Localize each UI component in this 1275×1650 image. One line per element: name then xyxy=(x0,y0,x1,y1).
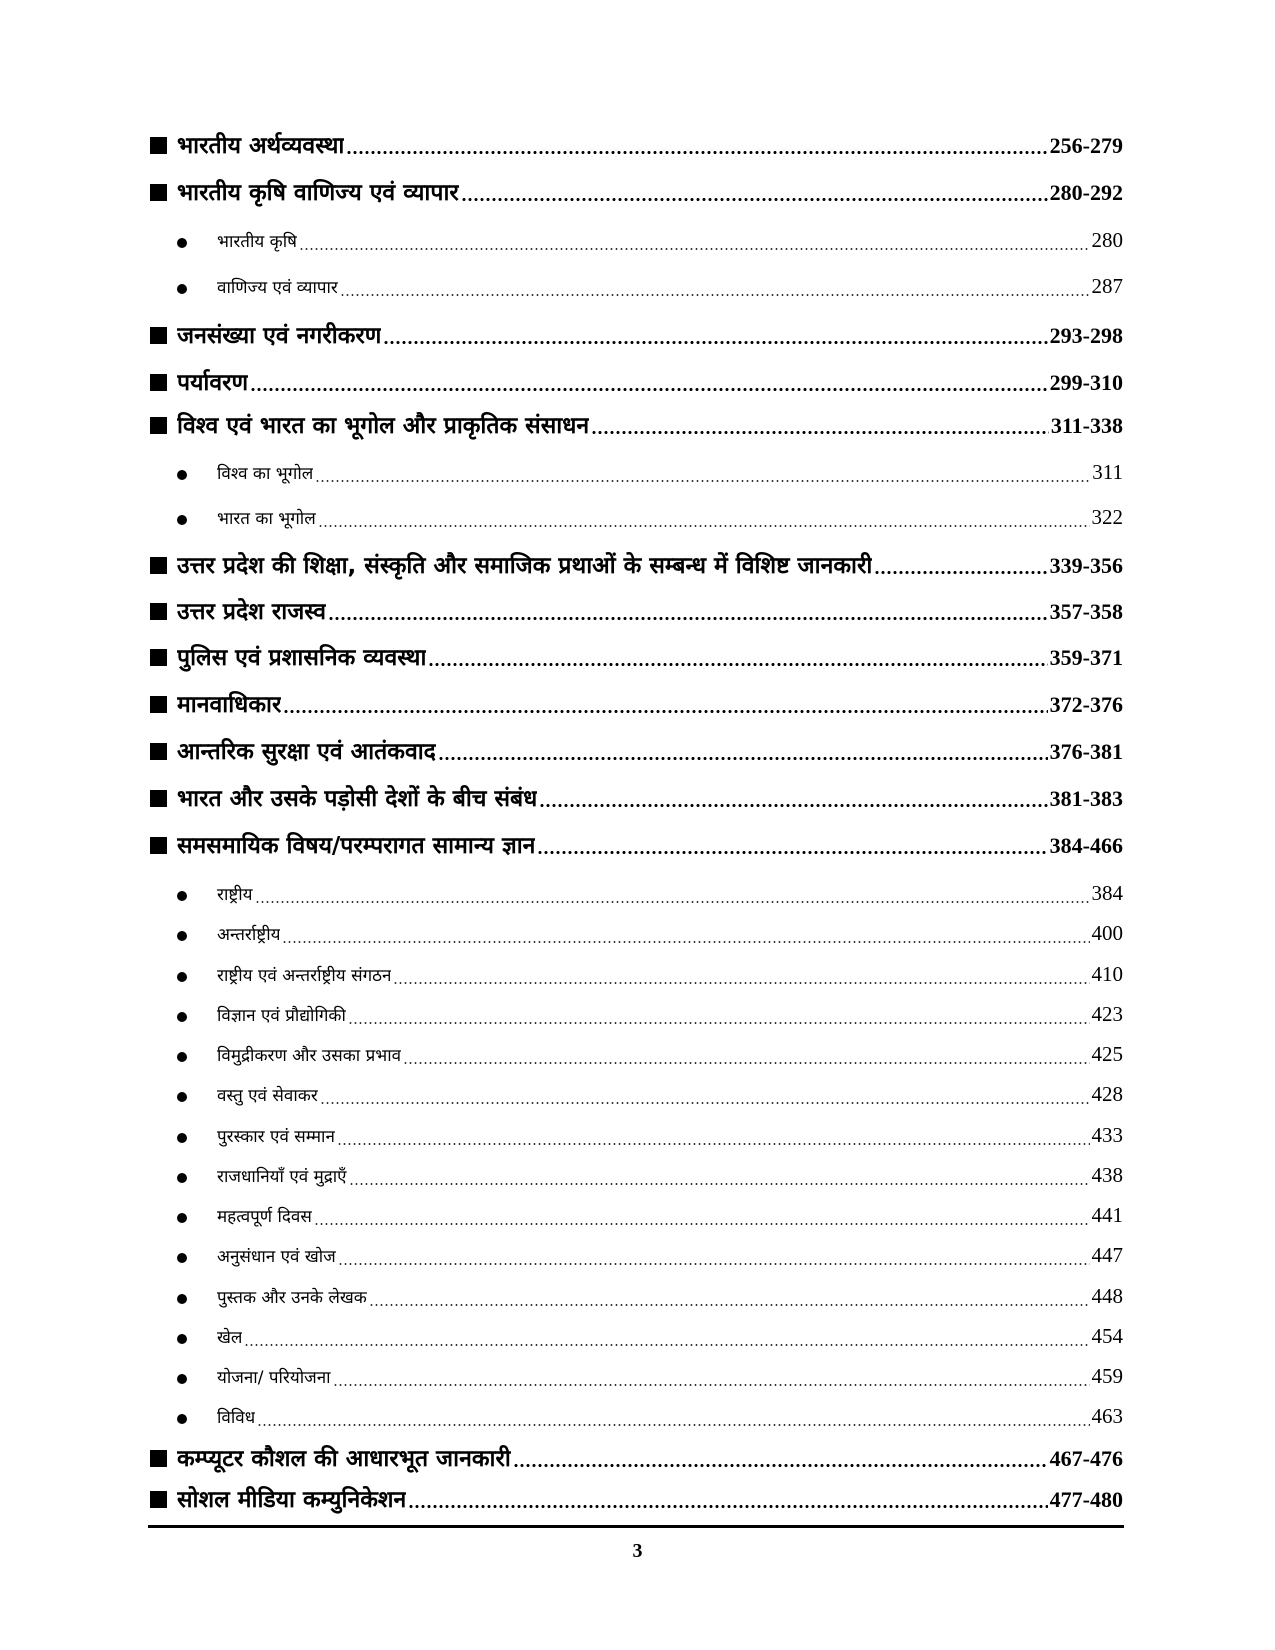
round-bullet-icon xyxy=(177,470,187,480)
round-bullet-icon xyxy=(177,931,187,941)
square-bullet-icon xyxy=(150,649,167,666)
toc-entry-pages: 467-476 xyxy=(1049,1446,1123,1471)
toc-entry-pages: 459 xyxy=(1091,1364,1123,1388)
toc-entry-pages: 372-376 xyxy=(1049,692,1123,717)
square-bullet-icon xyxy=(150,696,167,713)
toc-entry-pages: 477-480 xyxy=(1049,1487,1123,1512)
dot-leader xyxy=(348,1002,1090,1032)
toc-entry-title: विमुद्रीकरण और उसका प्रभाव xyxy=(217,1046,402,1066)
toc-subtopic-entry[interactable] xyxy=(150,274,1123,304)
dot-leader xyxy=(333,1364,1090,1394)
toc-entry-title: भारत का भूगोल xyxy=(217,509,316,529)
toc-subtopic-entry[interactable] xyxy=(150,1284,1123,1314)
toc-subtopic-entry[interactable] xyxy=(150,921,1123,951)
round-bullet-icon xyxy=(177,1213,187,1223)
toc-chapter-entry[interactable] xyxy=(150,175,1123,209)
dot-leader xyxy=(591,408,1049,442)
square-bullet-icon xyxy=(150,790,167,807)
toc-entry-pages: 311 xyxy=(1092,460,1123,484)
square-bullet-icon xyxy=(150,557,167,574)
dot-leader xyxy=(250,365,1047,399)
toc-entry-title: भारतीय अर्थव्यवस्था xyxy=(177,133,345,159)
square-bullet-icon xyxy=(150,417,167,434)
toc-entry-title: समसमायिक विषय/परम्परागत सामान्य ज्ञान xyxy=(177,833,536,859)
toc-entry-title: भारतीय कृषि वाणिज्य एवं व्यापार xyxy=(177,180,459,206)
toc-entry-pages: 448 xyxy=(1091,1284,1123,1308)
toc-chapter-entry[interactable] xyxy=(150,365,1123,399)
round-bullet-icon xyxy=(177,1374,187,1384)
toc-chapter-entry[interactable] xyxy=(150,1482,1123,1516)
toc-entry-title: पुरस्कार एवं सम्मान xyxy=(217,1127,335,1147)
round-bullet-icon xyxy=(177,1334,187,1344)
toc-subtopic-entry[interactable] xyxy=(150,1324,1123,1354)
toc-entry-title: विश्व का भूगोल xyxy=(217,464,314,484)
dot-leader xyxy=(349,1163,1090,1193)
toc-entry-pages: 425 xyxy=(1091,1042,1123,1066)
toc-subtopic-entry[interactable] xyxy=(150,962,1123,992)
round-bullet-icon xyxy=(177,1092,187,1102)
toc-chapter-entry[interactable] xyxy=(150,1441,1123,1475)
toc-entry-title: भारत और उसके पड़ोसी देशों के बीच संबंध xyxy=(177,786,538,812)
dot-leader xyxy=(346,128,1047,162)
toc-entry-pages: 454 xyxy=(1091,1324,1123,1348)
square-bullet-icon xyxy=(150,743,167,760)
dot-leader xyxy=(438,734,1048,768)
toc-entry-title: पुस्तक और उनके लेखक xyxy=(217,1288,367,1308)
toc-entry-title: महत्वपूर्ण दिवस xyxy=(217,1207,312,1227)
toc-entry-pages: 384-466 xyxy=(1049,833,1123,858)
dot-leader xyxy=(874,548,1047,582)
toc-entry-pages: 381-383 xyxy=(1049,786,1123,811)
toc-entry-pages: 256-279 xyxy=(1049,133,1123,158)
dot-leader xyxy=(403,1042,1089,1072)
round-bullet-icon xyxy=(177,891,187,901)
toc-entry-pages: 287 xyxy=(1091,274,1123,298)
dot-leader xyxy=(369,1284,1090,1314)
toc-chapter-entry[interactable] xyxy=(150,640,1123,674)
dot-leader xyxy=(244,1324,1089,1354)
toc-entry-pages: 293-298 xyxy=(1049,323,1123,348)
toc-chapter-entry[interactable] xyxy=(150,408,1123,442)
page-number: 3 xyxy=(632,1540,643,1562)
toc-subtopic-entry[interactable] xyxy=(150,1042,1123,1072)
toc-subtopic-entry[interactable] xyxy=(150,1163,1123,1193)
toc-entry-pages: 438 xyxy=(1091,1163,1123,1187)
dot-leader xyxy=(537,828,1047,862)
toc-entry-pages: 280 xyxy=(1091,228,1123,252)
dot-leader xyxy=(340,274,1090,304)
toc-chapter-entry[interactable] xyxy=(150,548,1123,582)
dot-leader xyxy=(428,640,1047,674)
dot-leader xyxy=(257,1404,1089,1434)
footer-rule xyxy=(148,1525,1124,1528)
toc-chapter-entry[interactable] xyxy=(150,318,1123,352)
round-bullet-icon xyxy=(177,1294,187,1304)
toc-entry-title: राष्ट्रीय xyxy=(217,885,253,905)
table-of-contents xyxy=(150,0,1123,1650)
dot-leader xyxy=(328,594,1048,628)
round-bullet-icon xyxy=(177,515,187,525)
square-bullet-icon xyxy=(150,1491,167,1508)
toc-entry-title: मानवाधिकार xyxy=(177,692,282,718)
toc-entry-pages: 299-310 xyxy=(1049,370,1123,395)
toc-entry-title: राष्ट्रीय एवं अन्तर्राष्ट्रीय संगठन xyxy=(217,966,392,986)
toc-subtopic-entry[interactable] xyxy=(150,460,1123,490)
dot-leader xyxy=(299,228,1090,258)
dot-leader xyxy=(408,1482,1047,1516)
dot-leader xyxy=(461,175,1048,209)
toc-subtopic-entry[interactable] xyxy=(150,1364,1123,1394)
round-bullet-icon xyxy=(177,1173,187,1183)
square-bullet-icon xyxy=(150,184,167,201)
toc-entry-title: अन्तर्राष्ट्रीय xyxy=(217,925,281,945)
toc-entry-pages: 447 xyxy=(1091,1243,1123,1267)
toc-entry-pages: 410 xyxy=(1091,962,1123,986)
toc-entry-pages: 428 xyxy=(1091,1082,1123,1106)
toc-subtopic-entry[interactable] xyxy=(150,1243,1123,1273)
toc-entry-title: उत्तर प्रदेश की शिक्षा, संस्कृति और समाजिक प्रथाओं के सम्बन्ध में विशिष्ट जानकारी xyxy=(177,553,873,579)
toc-chapter-entry[interactable] xyxy=(150,594,1123,628)
dot-leader xyxy=(513,1441,1048,1475)
dot-leader xyxy=(318,505,1090,535)
toc-entry-title: विज्ञान एवं प्रौद्योगिकी xyxy=(217,1006,346,1026)
toc-entry-title: उत्तर प्रदेश राजस्व xyxy=(177,599,327,625)
toc-entry-pages: 280-292 xyxy=(1049,180,1123,205)
toc-entry-title: वस्तु एवं सेवाकर xyxy=(217,1086,318,1106)
toc-subtopic-entry[interactable] xyxy=(150,1002,1123,1032)
toc-entry-title: भारतीय कृषि xyxy=(217,232,297,252)
toc-entry-title: कम्प्यूटर कौशल की आधारभूत जानकारी xyxy=(177,1446,511,1472)
toc-chapter-entry[interactable] xyxy=(150,734,1123,768)
round-bullet-icon xyxy=(177,1052,187,1062)
toc-subtopic-entry[interactable] xyxy=(150,881,1123,911)
dot-leader xyxy=(314,1203,1090,1233)
toc-subtopic-entry[interactable] xyxy=(150,505,1123,535)
square-bullet-icon xyxy=(150,1450,167,1467)
toc-entry-pages: 322 xyxy=(1091,505,1123,529)
toc-entry-title: राजधानियाँ एवं मुद्राएँ xyxy=(217,1167,347,1187)
toc-entry-pages: 357-358 xyxy=(1049,599,1123,624)
toc-entry-pages: 376-381 xyxy=(1049,739,1123,764)
round-bullet-icon xyxy=(177,1253,187,1263)
square-bullet-icon xyxy=(150,327,167,344)
toc-entry-pages: 433 xyxy=(1091,1123,1123,1147)
dot-leader xyxy=(383,318,1047,352)
toc-entry-pages: 311-338 xyxy=(1050,413,1123,438)
toc-entry-title: वाणिज्य एवं व्यापार xyxy=(217,278,338,298)
round-bullet-icon xyxy=(177,238,187,248)
toc-chapter-entry[interactable] xyxy=(150,687,1123,721)
toc-entry-title: विविध xyxy=(217,1408,256,1428)
dot-leader xyxy=(393,962,1089,992)
square-bullet-icon xyxy=(150,137,167,154)
round-bullet-icon xyxy=(177,284,187,294)
round-bullet-icon xyxy=(177,1414,187,1424)
toc-entry-title: विश्व एवं भारत का भूगोल और प्राकृतिक संसाधन xyxy=(177,413,590,439)
square-bullet-icon xyxy=(150,837,167,854)
dot-leader xyxy=(283,687,1047,721)
toc-entry-title: पुलिस एवं प्रशासनिक व्यवस्था xyxy=(177,645,427,671)
toc-entry-pages: 463 xyxy=(1091,1404,1123,1428)
round-bullet-icon xyxy=(177,972,187,982)
toc-chapter-entry[interactable] xyxy=(150,781,1123,815)
toc-subtopic-entry[interactable] xyxy=(150,1203,1123,1233)
dot-leader xyxy=(337,1123,1090,1153)
square-bullet-icon xyxy=(150,374,167,391)
square-bullet-icon xyxy=(150,603,167,620)
round-bullet-icon xyxy=(177,1012,187,1022)
toc-entry-title: खेल xyxy=(217,1328,243,1348)
toc-chapter-entry[interactable] xyxy=(150,128,1123,162)
toc-entry-pages: 384 xyxy=(1091,881,1123,905)
dot-leader xyxy=(539,781,1047,815)
toc-entry-pages: 339-356 xyxy=(1049,553,1123,578)
toc-entry-title: अनुसंधान एवं खोज xyxy=(217,1247,336,1267)
toc-subtopic-entry[interactable] xyxy=(150,1404,1123,1434)
toc-entry-pages: 423 xyxy=(1091,1002,1123,1026)
toc-subtopic-entry[interactable] xyxy=(150,1082,1123,1112)
dot-leader xyxy=(338,1243,1090,1273)
toc-subtopic-entry[interactable] xyxy=(150,228,1123,258)
dot-leader xyxy=(282,921,1089,951)
dot-leader xyxy=(315,460,1090,490)
round-bullet-icon xyxy=(177,1133,187,1143)
toc-entry-title: जनसंख्या एवं नगरीकरण xyxy=(177,323,382,349)
dot-leader xyxy=(255,881,1090,911)
toc-entry-title: पर्यावरण xyxy=(177,370,249,396)
toc-chapter-entry[interactable] xyxy=(150,828,1123,862)
toc-entry-pages: 400 xyxy=(1091,921,1123,945)
dot-leader xyxy=(320,1082,1090,1112)
toc-entry-title: सोशल मीडिया कम्युनिकेशन xyxy=(177,1487,407,1513)
toc-entry-title: आन्तरिक सुरक्षा एवं आतंकवाद xyxy=(177,739,436,765)
toc-entry-pages: 441 xyxy=(1091,1203,1123,1227)
toc-subtopic-entry[interactable] xyxy=(150,1123,1123,1153)
toc-entry-title: योजना/ परियोजना xyxy=(217,1368,331,1388)
toc-entry-pages: 359-371 xyxy=(1049,645,1123,670)
